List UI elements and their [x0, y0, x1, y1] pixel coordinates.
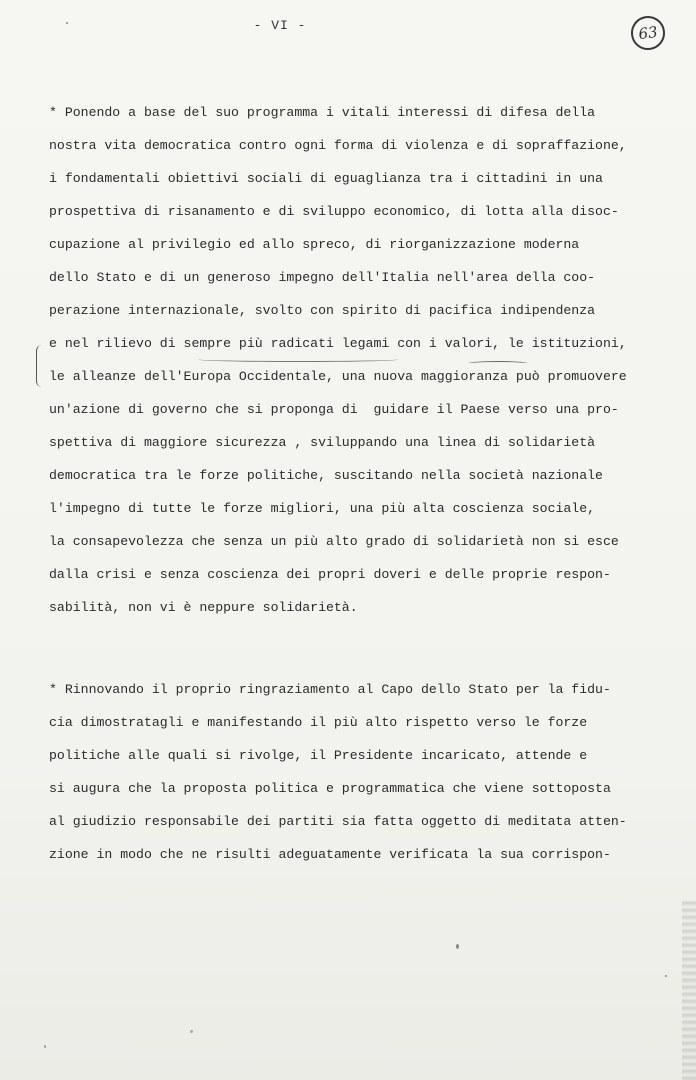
- paragraph-2: [49, 673, 689, 871]
- text-line: si augura che la proposta politica e programmatica che viene sottoposta: [49, 781, 611, 796]
- text-line: perazione internazionale, svolto con spirito di pacifica indipendenza: [49, 303, 596, 318]
- text-line: democratica tra le forze politiche, suscitando nella società nazionale: [49, 468, 603, 483]
- text-line: un'azione di governo che si proponga di guidare il Paese verso una pro-: [49, 402, 619, 417]
- text-line: cupazione al privilegio ed allo spreco, di riorganizzazione moderna: [49, 237, 580, 252]
- text-line: le alleanze dell'Europa Occidentale, una nuova maggioranza può promuovere: [49, 369, 627, 384]
- text-line: dello Stato e di un generoso impegno dell'Italia nell'area della coo-: [49, 270, 596, 285]
- text-line: nostra vita democratica contro ogni forma di violenza e di sopraffazione,: [49, 138, 627, 153]
- scan-edge-noise: [682, 900, 696, 1080]
- scan-speck: [190, 1030, 193, 1033]
- text-line: l'impegno di tutte le forze migliori, una più alta coscienza sociale,: [49, 501, 596, 516]
- text-line: dalla crisi e senza coscienza dei propri doveri e delle proprie respon-: [49, 567, 611, 582]
- scan-speck: [665, 975, 667, 977]
- text-line: i fondamentali obiettivi sociali di eguaglianza tra i cittadini in una: [49, 171, 603, 186]
- text-line: sabilità, non vi è neppure solidarietà.: [49, 600, 358, 615]
- text-line: spettiva di maggiore sicurezza , sviluppando una linea di solidarietà: [49, 435, 596, 450]
- text-line: e nel rilievo di sempre più radicati legami con i valori, le istituzioni,: [49, 336, 627, 351]
- text-line: cia dimostratagli e manifestando il più alto rispetto verso le forze: [49, 715, 588, 730]
- scan-speck: [44, 1045, 46, 1048]
- paragraph-1: [49, 96, 689, 624]
- text-line: al giudizio responsabile dei partiti sia fatta oggetto di meditata atten-: [49, 814, 627, 829]
- scan-speck: [456, 944, 459, 949]
- text-line: la consapevolezza che senza un più alto grado di solidarietà non si esce: [49, 534, 619, 549]
- text-line: zione in modo che ne risulti adeguatamente verificata la sua corrispon-: [49, 847, 611, 862]
- page-number: - VI -: [253, 18, 307, 33]
- text-line: * Ponendo a base del suo programma i vitali interessi di difesa della: [49, 105, 596, 120]
- text-line: * Rinnovando il proprio ringraziamento al Capo dello Stato per la fidu-: [49, 682, 611, 697]
- text-line: prospettiva di risanamento e di sviluppo economico, di lotta alla disoc-: [49, 204, 619, 219]
- archive-stamp: 63: [629, 14, 667, 52]
- scan-speck: [66, 22, 68, 24]
- handwritten-margin-bracket: [36, 345, 43, 387]
- text-line: politiche alle quali si rivolge, il Presidente incaricato, attende e: [49, 748, 588, 763]
